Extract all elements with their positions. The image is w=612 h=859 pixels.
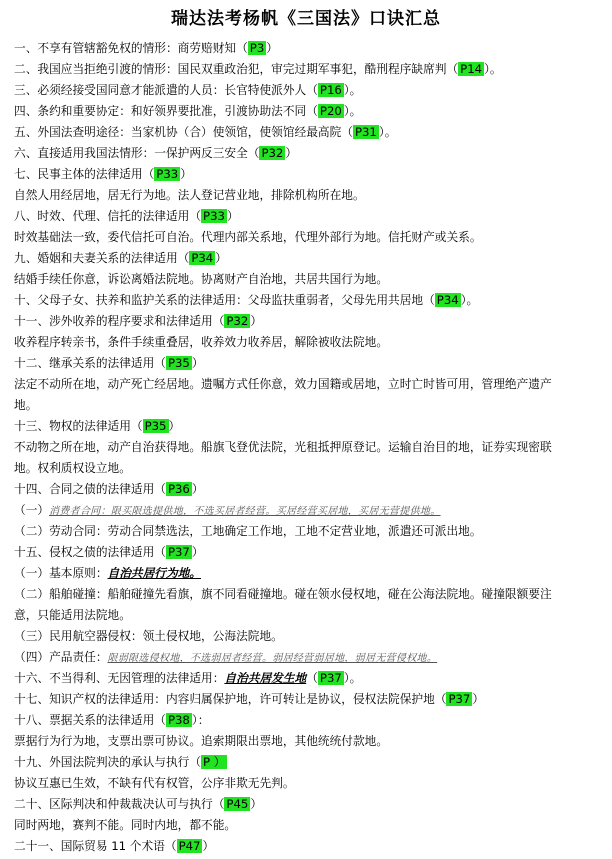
page-title: 瑞达法考杨帆《三国法》口诀汇总 [171, 9, 441, 29]
item-8-text: 时效基础法一致，委代信托可自治。代理内部关系地，代理外部行为地。信托财产或关系。 [14, 230, 482, 244]
page-ref-badge: P14 [460, 62, 483, 76]
item-1: 一、不享有管辖豁免权的情形：商劳赔财知（ P3 ） [14, 41, 278, 55]
item-13-text: 不动物之所在地，动产自治获得地。船旗飞登优法院，光租抵押原登记。运输自治目的地，证券实现密联 [14, 440, 552, 454]
item-16: 十六、不当得利、无因管理的法律适用：自治共居发生地（ P37 ）。 [14, 671, 362, 685]
page-ref-badge: P31 [354, 125, 377, 139]
item-20-heading: 二十、区际判决和仲裁裁决认可与执行（ P45 ） [14, 797, 263, 811]
page-ref-badge: P32 [261, 146, 284, 160]
item-13-text-cont: 地。权利质权设立地。 [14, 461, 131, 475]
item-7-heading: 七、民事主体的法律适用（ P33 ） [14, 167, 192, 181]
item-15-aircraft: （三）民用航空器侵权：领土侵权地，公海法院地。 [14, 629, 283, 643]
item-10: 十、父母子女、扶养和监护关系的法律适用：父母监扶重弱者，父母先用共居地（ P34 ）。 [14, 293, 479, 307]
item-8-heading: 八、时效、代理、信托的法律适用（ P33 ） [14, 209, 239, 223]
page-ref-badge: P ） [203, 755, 226, 769]
item-20-text: 同时两地，赛判不能。同时内地，都不能。 [14, 818, 237, 832]
page-ref-badge: P37 [448, 692, 471, 706]
item-19-heading: 十九、外国法院判决的承认与执行（ P ） [14, 755, 226, 769]
item-12-text: 法定不动所在地，动产死亡经居地。遗嘱方式任你意，效力国籍或居地，立时亡时皆可用，管理绝产遗产 [14, 377, 552, 391]
item-9-text: 结婚手续任你意，诉讼离婚法院地。协离财产自治地，共居共国行为地。 [14, 272, 389, 286]
item-15-principle: （一）基本原则：自治共居行为地。 [14, 566, 202, 580]
item-12-heading: 十二、继承关系的法律适用（ P35 ） [14, 356, 204, 370]
page-ref-badge: P35 [144, 419, 167, 433]
item-14-heading: 十四、合同之债的法律适用（ P36 ） [14, 482, 204, 496]
item-3: 三、必须经接受国同意才能派遣的人员：长官特使派外人（ P16 ）。 [14, 83, 362, 97]
page-ref-badge: P37 [319, 671, 342, 685]
item-13-heading: 十三、物权的法律适用（ P35 ） [14, 419, 181, 433]
page-ref-badge: P34 [191, 251, 214, 265]
page-ref-badge: P3 [249, 41, 265, 55]
page-ref-badge: P38 [167, 713, 190, 727]
page-ref-badge: P20 [319, 104, 342, 118]
item-12-text-cont: 地。 [14, 398, 38, 412]
page-ref-badge: P35 [167, 356, 190, 370]
item-21-heading: 二十一、国际贸易 11 个术语（ P47 ） [14, 839, 215, 853]
item-15-heading: 十五、侵权之债的法律适用（ P37 ） [14, 545, 204, 559]
page-ref-badge: P45 [226, 797, 249, 811]
page-ref-badge: P47 [178, 839, 201, 853]
page-ref-badge: P32 [226, 314, 249, 328]
item-6: 六、直接适用我国法情形：一保护两反三安全（ P32 ） [14, 146, 298, 160]
item-11-heading: 十一、涉外收养的程序要求和法律适用（ P32 ） [14, 314, 263, 328]
item-5: 五、外国法查明途径：当家机协（合）使领馆，使领馆经最高院（ P31 ）。 [14, 125, 397, 139]
item-18-heading: 十八、票据关系的法律适用（ P38 ）： [14, 713, 210, 727]
page-ref-badge: P33 [203, 209, 225, 223]
item-15-product: （四）产品责任：限弱限选侵权地，不选弱居者经营。弱居经营弱居地，弱居无营侵权地。 [14, 650, 438, 664]
item-15-ship-cont: 意，只能适用法院地。 [14, 608, 131, 622]
page-ref-badge: P16 [319, 83, 342, 97]
item-14-labor: （二）劳动合同：劳动合同禁选法，工地确定工作地，工地不定营业地，派遣还可派出地。 [14, 524, 482, 538]
item-18-text: 票据行为行为地，支票出票可协议。追索期限出票地，其他统统付款地。 [14, 734, 389, 748]
page-ref-badge: P33 [156, 167, 179, 181]
item-14-consumer: （一）消费者合同：限买限选提供地，不选买居者经营。买居经营买居地，买居无营提供地。 [14, 503, 441, 517]
page-ref-badge: P34 [436, 293, 459, 307]
item-7-text: 自然人用经居地，居无行为地。法人登记营业地，排除机构所在地。 [14, 188, 365, 202]
page-ref-badge: P37 [167, 545, 190, 559]
item-15-ship: （二）船舶碰撞：船舶碰撞先看旗，旗不同看碰撞地。碰在领水侵权地，碰在公海法院地。碰撞限额要注 [14, 587, 552, 601]
item-4: 四、条约和重要协定：和好领界要批准，引渡协助法不同（ P20 ）。 [14, 104, 362, 118]
item-9-heading: 九、婚姻和夫妻关系的法律适用（ P34 ） [14, 251, 227, 265]
item-2: 二、我国应当拒绝引渡的情形：国民双重政治犯，审完过期军事犯，酷刑程序缺席判（ P14 ）。 [14, 62, 502, 76]
item-17: 十七、知识产权的法律适用：内容归属保护地，许可转让是协议，侵权法院保护地（ P37 ） [14, 692, 485, 706]
item-19-text: 协议互惠已生效，不缺有代有权管，公序非欺无先判。 [14, 776, 295, 790]
item-11-text: 收养程序转亲书，条件手续重叠居，收养效力收养居，解除被收法院地。 [14, 335, 389, 349]
page-ref-badge: P36 [167, 482, 190, 496]
